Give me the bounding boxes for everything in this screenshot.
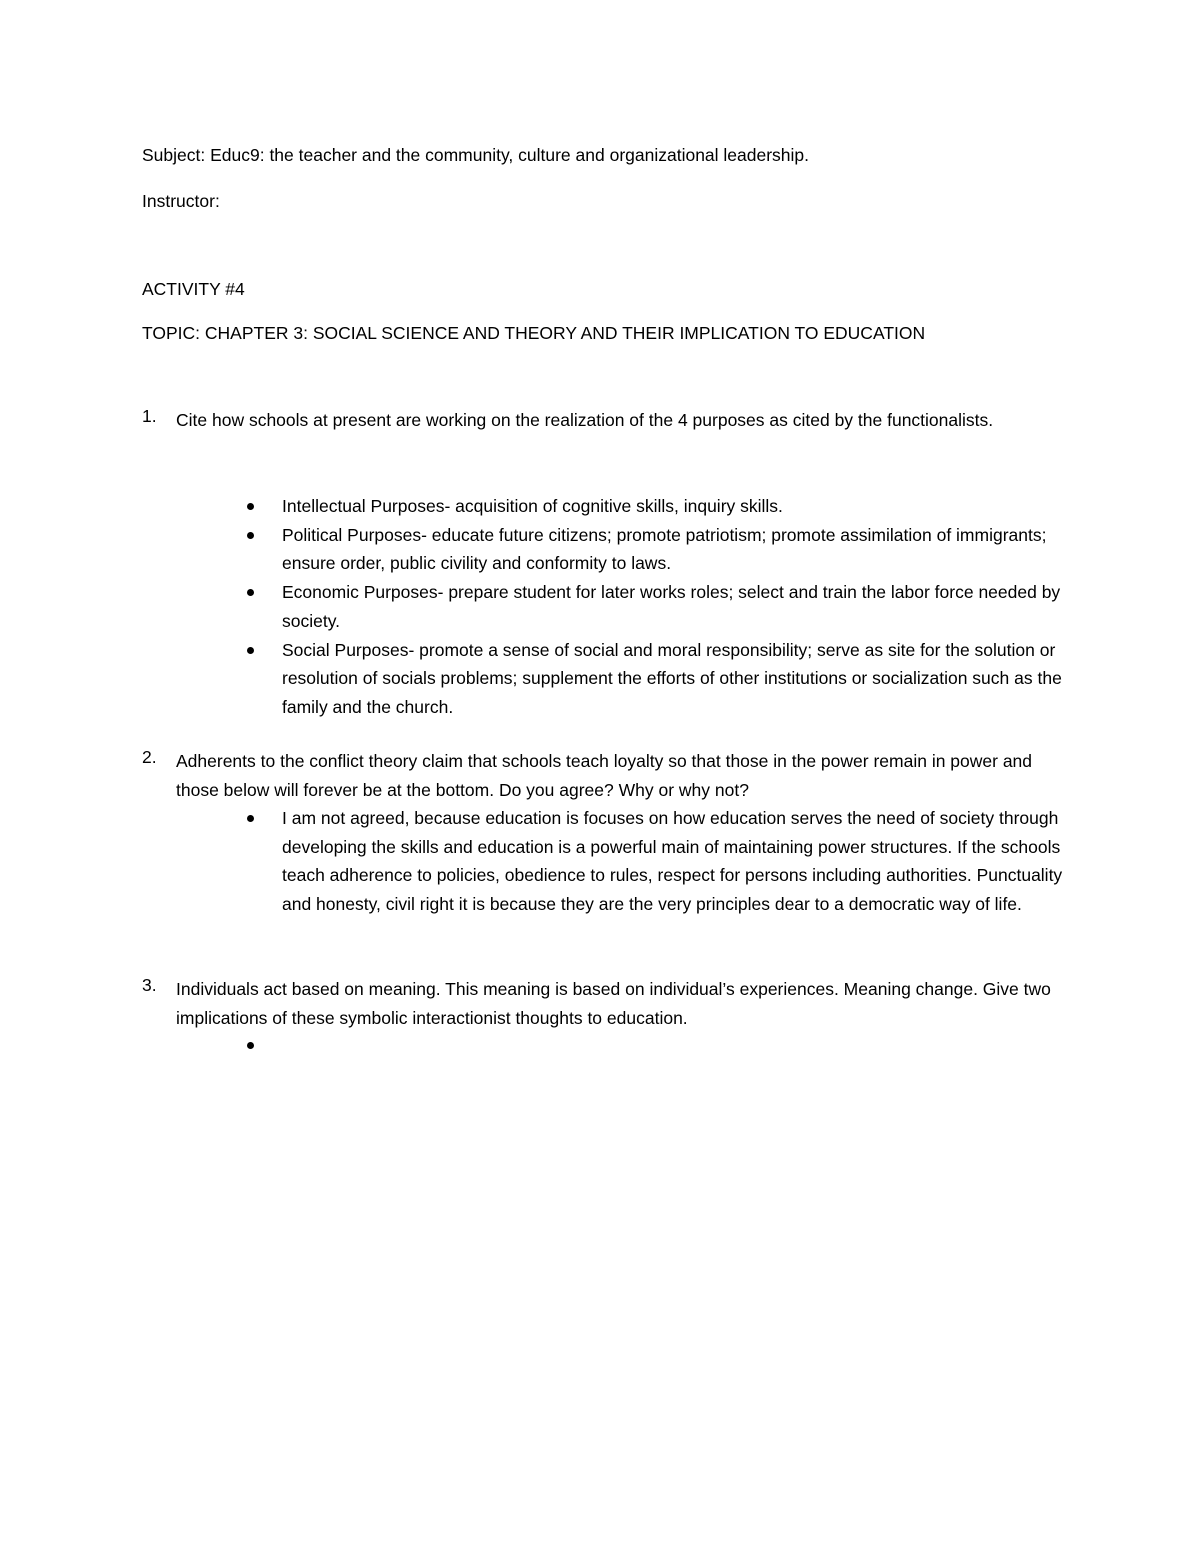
question-number: 2. xyxy=(142,747,157,767)
list-item xyxy=(282,578,1072,635)
bullet-icon xyxy=(247,532,254,539)
question-2 xyxy=(142,747,1066,805)
instructor-line: Instructor: xyxy=(142,191,220,211)
subject-line: Subject: Educ9: the teacher and the community, culture and organizational leadership. xyxy=(142,145,810,165)
list-item xyxy=(282,492,1072,521)
bullet-icon xyxy=(247,647,254,654)
answer-text: Economic Purposes- prepare student for later works roles; select and train the labor force needed by society. xyxy=(282,582,1061,631)
question-1 xyxy=(142,406,1066,435)
bullet-icon xyxy=(247,503,254,510)
activity-heading: ACTIVITY #4 xyxy=(142,279,245,299)
question-text: Adherents to the conflict theory claim that schools teach loyalty so that those in the power remain in power and those below will forever be at the bottom. Do you agree? Why or why not? xyxy=(176,751,1033,800)
question-text: Individuals act based on meaning. This meaning is based on individual’s experiences. Meaning change. Give two implications of these symbolic interactionist thoughts to education. xyxy=(176,979,1051,1028)
question-number: 1. xyxy=(142,406,157,426)
answer-text: Social Purposes- promote a sense of social and moral responsibility; serve as site for the solution or resolution of socials problems; supplement the efforts of other institutions or socialization such as the family and the church. xyxy=(282,639,1062,717)
question-text: Cite how schools at present are working on the realization of the 4 purposes as cited by the functionalists. xyxy=(176,410,994,430)
topic-heading: TOPIC: CHAPTER 3: SOCIAL SCIENCE AND THEORY AND THEIR IMPLICATION TO EDUCATION xyxy=(142,323,926,343)
question-1-answers xyxy=(282,492,1072,722)
answer-text: Political Purposes- educate future citizens; promote patriotism; promote assimilation of immigrants; ensure order, public civility and conformity to laws. xyxy=(282,524,1047,574)
answer-text: I am not agreed, because education is focuses on how education serves the need of society through developing the skills and education is a powerful main of maintaining power structures. If the schools teach adherence to policies, obedience to rules, respect for persons including authorities. Punctuality and honesty, civil right it is because they are the very principles dear to a democratic way of life. xyxy=(282,808,1063,915)
list-item xyxy=(282,804,1072,919)
bullet-icon xyxy=(247,589,254,596)
answer-text: Intellectual Purposes- acquisition of cognitive skills, inquiry skills. xyxy=(282,496,783,516)
bullet-icon xyxy=(247,815,254,822)
question-3 xyxy=(142,975,1066,1033)
question-2-answers xyxy=(282,804,1072,919)
empty-bullet-icon xyxy=(247,1042,254,1049)
question-number: 3. xyxy=(142,975,157,995)
list-item xyxy=(282,636,1072,722)
list-item xyxy=(282,521,1072,578)
